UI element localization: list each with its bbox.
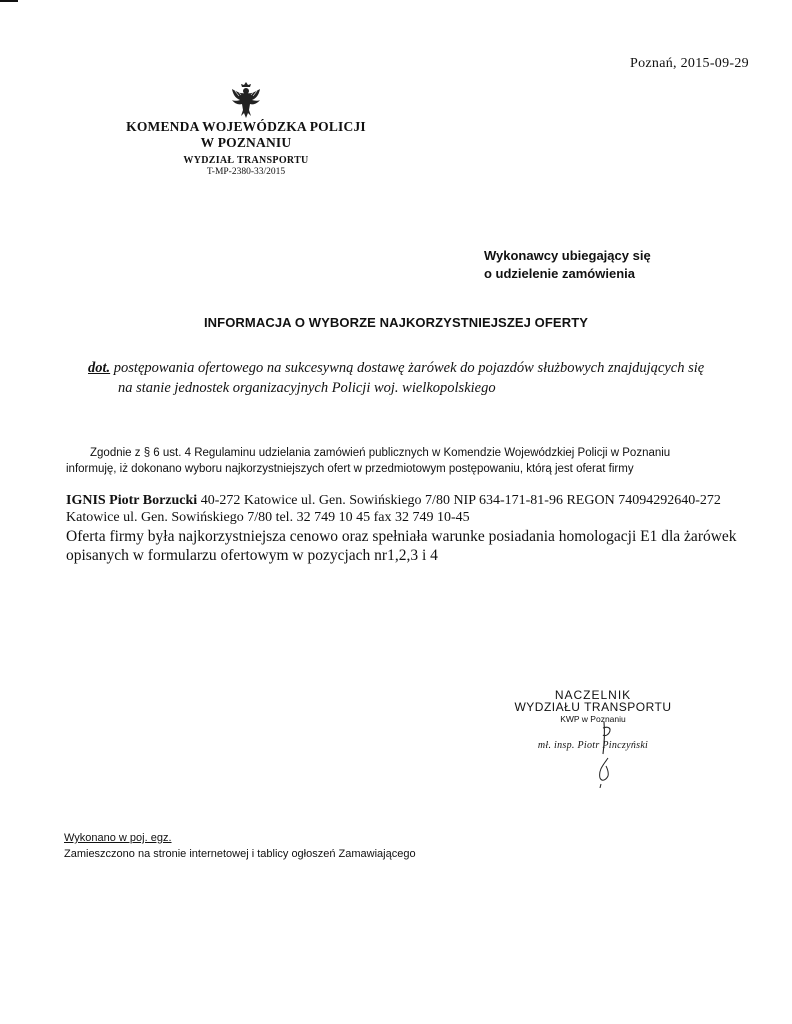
addressee-line-2: o udzielenie zamówienia xyxy=(484,266,635,281)
stamp-unit: KWP w Poznaniu xyxy=(560,714,626,724)
organization-city: W POZNANIU xyxy=(200,135,292,150)
document-date: Poznań, 2015-09-29 xyxy=(630,56,749,71)
justification-line-2: opisanych w formularzu ofertowym w pozycjach nr1,2,3 i 4 xyxy=(66,547,438,564)
signatory-name: mł. insp. Piotr Pinczyński xyxy=(537,740,649,751)
organization-name: KOMENDA WOJEWÓDZKA POLICJI xyxy=(126,119,366,134)
winner-details-line-1 xyxy=(66,493,721,509)
scan-corner-mark xyxy=(0,0,18,2)
department-name: WYDZIAŁ TRANSPORTU xyxy=(183,155,309,166)
polish-eagle-emblem-icon xyxy=(229,80,263,120)
document-title: INFORMACJA O WYBORZE NAJKORZYSTNIEJSZEJ OFERTY xyxy=(203,315,589,330)
reference-number: T-MP-2380-33/2015 xyxy=(206,167,286,177)
subject-line-1 xyxy=(88,360,704,377)
subject-prefix: dot. xyxy=(88,360,111,376)
stamp-title: NACZELNIK xyxy=(554,688,632,702)
winner-firm-name: IGNIS Piotr Borzucki xyxy=(66,493,198,508)
publication-note: Zamieszczono na stronie internetowej i tablicy ogłoszeń Zamawiającego xyxy=(64,848,416,860)
addressee-line-1: Wykonawcy ubiegający się xyxy=(484,248,651,263)
copies-note: Wykonano w poj. egz. xyxy=(64,832,172,844)
body-paragraph-1-line-1: Zgodnie z § 6 ust. 4 Regulaminu udzielania zamówień publicznych w Komendzie Wojewódzkiej Policji w Poznaniu xyxy=(90,447,671,459)
handwritten-signature xyxy=(508,688,678,788)
winner-details-line-2: Katowice ul. Gen. Sowińskiego 7/80 tel. 32 749 10 45 fax 32 749 10-45 xyxy=(66,510,470,525)
subject-text: postępowania ofertowego na sukcesywną dostawę żarówek do pojazdów służbowych znajdujących się xyxy=(110,360,705,376)
justification-line-1: Oferta firmy była najkorzystniejsza cenowo oraz spełniała warunke posiadania homologacji E1 dla żarówek xyxy=(66,528,737,545)
subject-line-2: na stanie jednostek organizacyjnych Policji woj. wielkopolskiego xyxy=(118,380,496,396)
winner-address: 40-272 Katowice ul. Gen. Sowińskiego 7/80 NIP 634-171-81-96 REGON 74094292640-272 xyxy=(197,493,721,508)
signature-block xyxy=(508,688,678,788)
stamp-department: WYDZIAŁU TRANSPORTU xyxy=(514,700,672,714)
body-paragraph-1-line-2: informuję, iż dokonano wyboru najkorzystniejszych ofert w przedmiotowym postępowaniu, którą jest oferat firmy xyxy=(66,463,634,475)
